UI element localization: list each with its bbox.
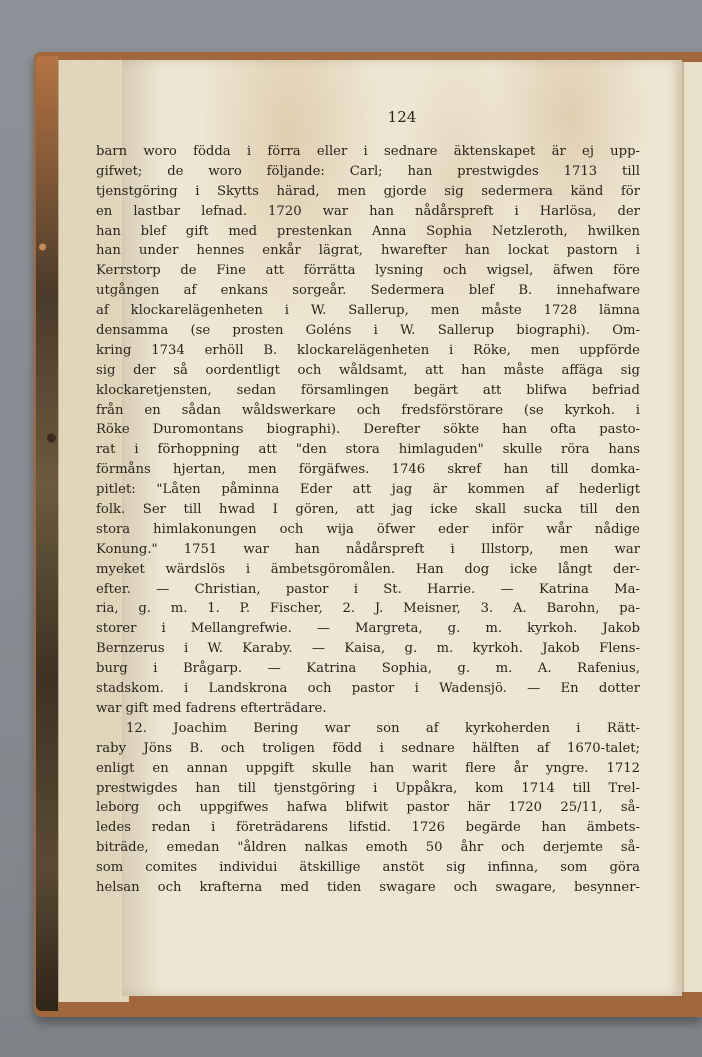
text-line: Konung." 1751 war han nådårspreft i Illstorp, men war	[96, 541, 640, 557]
text-line: burg i Brågarp. — Katrina Sophia, g. m. A. Rafenius,	[96, 661, 640, 677]
text-line: densamma (se prosten Goléns i W. Sallerup biographi). Om-	[96, 323, 640, 339]
text-line: tjenstgöring i Skytts härad, men gjorde sig sedermera känd för	[96, 183, 640, 199]
text-line: förmåns hjertan, men förgäfwes. 1746 skref han till domka-	[96, 462, 640, 478]
text-line: stadskom. i Landskrona och pastor i Wadensjö. — En dotter	[96, 681, 640, 697]
text-line: raby Jöns B. och troligen född i sednare hälften af 1670-talet;	[96, 740, 640, 756]
text-line: ria, g. m. 1. P. Fischer, 2. J. Meisner, 3. A. Barohn, pa-	[96, 601, 640, 617]
text-line: gifwet; de woro följande: Carl; han prestwigdes 1713 till	[96, 163, 640, 179]
text-line: Röke Duromontans biographi). Derefter sökte han ofta pasto-	[96, 422, 640, 438]
facing-page-edge	[682, 62, 702, 992]
text-line: 12. Joachim Bering war son af kyrkoherden i Rätt-	[126, 720, 640, 736]
text-line: efter. — Christian, pastor i St. Harrie. — Katrina Ma-	[96, 581, 640, 597]
text-line: enligt en annan uppgift skulle han warit flere år yngre. 1712	[96, 760, 640, 776]
text-line: folk. Ser till hwad I gören, att jag icke skall sucka till den	[96, 502, 640, 518]
text-line: ledes redan i företrädarens lifstid. 1726 begärde han ämbets-	[96, 820, 640, 836]
text-line: han under hennes enkår lägrat, hwarefter han lockat pastorn i	[96, 243, 640, 259]
text-line: myeket wärdslös i ämbetsgöromålen. Han dog icke långt der-	[96, 561, 640, 577]
text-line: barn woro födda i förra eller i sednare äktenskapet är ej upp-	[96, 144, 640, 159]
text-line: utgången af enkans sorgeår. Sedermera blef B. innehafware	[96, 283, 640, 299]
text-line: prestwigdes han till tjenstgöring i Uppåkra, kom 1714 till Trel-	[96, 780, 640, 796]
text-line: klockaretjensten, sedan församlingen begärt att blifwa befriad	[96, 382, 640, 398]
text-line: helsan och krafterna med tiden swagare och swagare, besynner-	[96, 879, 640, 895]
text-line: Bernzerus i W. Karaby. — Kaisa, g. m. kyrkoh. Jakob Flens-	[96, 641, 640, 657]
text-line: sig der så oordentligt och wåldsamt, att han måste affäga sig	[96, 362, 640, 378]
text-line: han blef gift med prestenkan Anna Sophia Netzleroth, hwilken	[96, 223, 640, 239]
text-line: en lastbar lefnad. 1720 war han nådårspreft i Harlösa, der	[96, 203, 640, 219]
text-line: från en sådan wåldswerkare och fredsförstörare (se kyrkoh. i	[96, 402, 640, 418]
text-line: rat i förhoppning att "den stora himlaguden" skulle röra hans	[96, 442, 640, 458]
text-line: biträde, emedan "åldren nalkas emoth 50 åhr och derjemte så-	[96, 840, 640, 856]
text-line: kring 1734 erhöll B. klockarelägenheten i Röke, men uppförde	[96, 342, 640, 358]
text-line: storer i Mellangrefwie. — Margreta, g. m. kyrkoh. Jakob	[96, 621, 640, 637]
text-line: pitlet: "Låten påminna Eder att jag är kommen af hederligt	[96, 482, 640, 498]
page-number: 124	[387, 108, 417, 126]
page-text-block	[96, 142, 640, 898]
text-line: som comites individui ätskillige anstöt sig infinna, som göra	[96, 860, 640, 876]
text-line: war gift med fadrens efterträdare.	[96, 700, 327, 716]
book-spine-edge	[36, 56, 58, 1011]
text-line: stora himlakonungen och wija öfwer eder inför wår nådige	[96, 521, 640, 537]
text-line: leborg och uppgifwes hafwa blifwit pastor här 1720 25/11, så-	[96, 800, 640, 816]
text-line: af klockarelägenheten i W. Sallerup, men måste 1728 lämna	[96, 303, 640, 319]
text-line: Kerrstorp de Fine att förrätta lysning och wigsel, äfwen före	[96, 263, 640, 279]
